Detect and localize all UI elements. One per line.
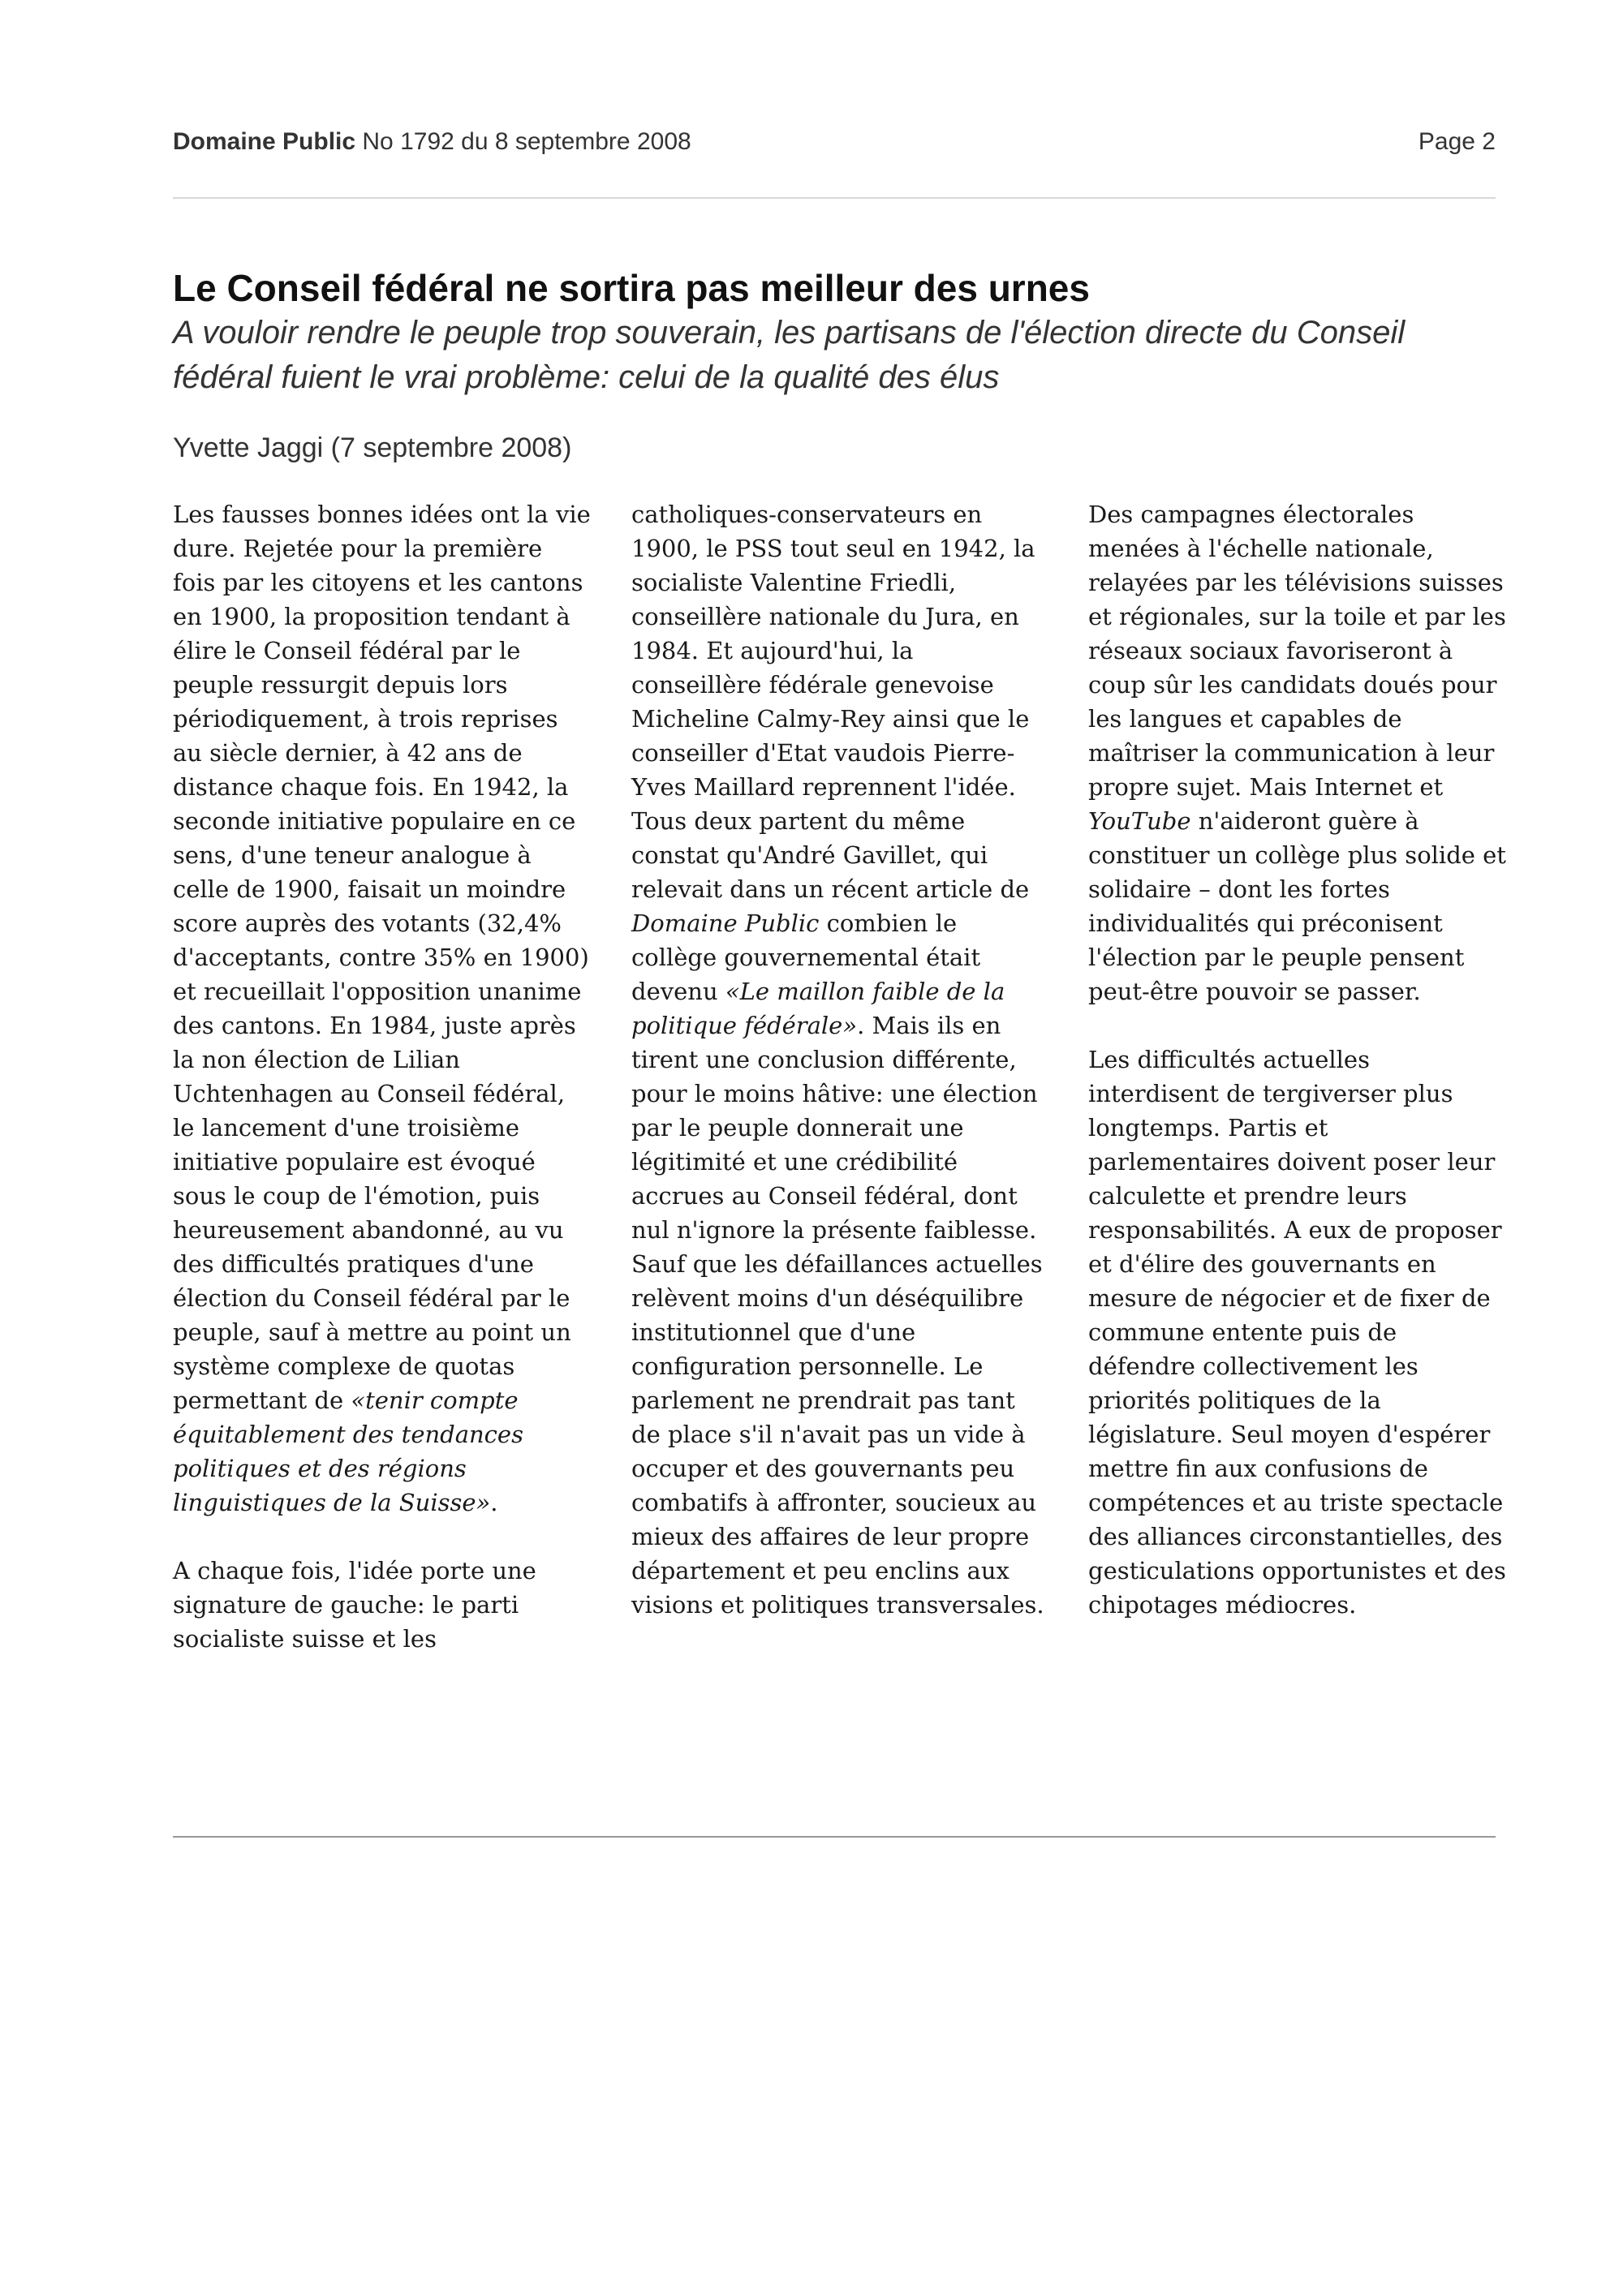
footer-divider bbox=[173, 1836, 1496, 1838]
paragraph-2-quote: «Le maillon faible de la politique fédérale» bbox=[631, 978, 1005, 1039]
article-subtitle: A vouloir rendre le peuple trop souverain, les partisans de l'élection directe du Conseil fédéral fuient le vrai problème: celui de la qualité des élus bbox=[173, 315, 1406, 395]
issue-info: No 1792 du 8 septembre 2008 bbox=[362, 128, 691, 155]
youtube-reference: YouTube bbox=[1088, 807, 1191, 835]
paragraph-1-end: . bbox=[490, 1489, 498, 1516]
page-header bbox=[173, 128, 1496, 156]
paragraph-3-end: n'aideront guère à constituer un collège plus solide et solidaire – dont les fortes individualités qui préconisent l'élection par le peuple pensent peut-être pouvoir se passer. bbox=[1088, 807, 1506, 1005]
article-byline: Yvette Jaggi (7 septembre 2008) bbox=[173, 432, 572, 463]
paragraph-3-text: Des campagnes électorales menées à l'échelle nationale, relayées par les télévisions suisses et régionales, sur la toile et par les réseaux sociaux favoriseront à coup sûr les candidats doués pour les langues et capables de maîtriser la communication à leur propre sujet. Mais Internet et bbox=[1088, 501, 1506, 801]
text-column-2 bbox=[631, 497, 1049, 1622]
paragraph-3 bbox=[1088, 497, 1506, 1008]
text-column-3 bbox=[1088, 497, 1506, 1622]
paragraph-1-quote: «tenir compte équitablement des tendances politiques et des régions linguistiques de la Suisse» bbox=[173, 1387, 523, 1516]
publication-reference: Domaine Public bbox=[631, 909, 820, 937]
paragraph-2-cont: catholiques-conservateurs en 1900, le PSS tout seul en 1942, la socialiste Valentine Friedli, conseillère nationale du Jura, en 1984. Et aujourd'hui, la conseillère fédérale genevoise Micheline Calmy-Rey ainsi que le conseiller d'Etat vaudois Pierre-Yves Maillard reprennent l'idée. Tous deux partent du même constat qu'André Gavillet, qui relevait dans un récent article de Domaine Public combien le collège gouvernemental était devenu «Le maillon faible de la politique fédérale». Mais ils en tirent une conclusion différente, pour le moins hâtive: une élection par le peuple donnerait une légitimité et une crédibilité accrues au Conseil fédéral, dont nul n'ignore la présente faiblesse. Sauf que les défaillances actuelles relèvent moins d'un déséquilibre institutionnel que d'une configuration personnelle. Le parlement ne prendrait pas tant de place s'il n'avait pas un vide à occuper et des gouvernants peu combatifs à affronter, soucieux au mieux des affaires de leur propre département et peu enclins aux visions et politiques transversales. bbox=[631, 501, 1044, 1619]
paragraph-1 bbox=[173, 497, 591, 1520]
paragraph-2-start: A chaque fois, l'idée porte une signature de gauche: le parti socialiste suisse et les bbox=[173, 1557, 536, 1653]
publication-name: Domaine Public bbox=[173, 128, 356, 155]
paragraph-1-text: Les fausses bonnes idées ont la vie dure. Rejetée pour la première fois par les citoyens et les cantons en 1900, la proposition tendant à élire le Conseil fédéral par le peuple ressurgit depuis lors périodiquement, à trois reprises au siècle dernier, à 42 ans de distance chaque fois. En 1942, la seconde initiative populaire en ce sens, d'une teneur analogue à celle de 1900, faisait un moindre score auprès des votants (32,4% d'acceptants, contre 35% en 1900) et recueillait l'opposition unanime des cantons. En 1984, juste après la non élection de Lilian Uchtenhagen au Conseil fédéral, le lancement d'une troisième initiative populaire est évoqué sous le coup de l'émotion, puis heureusement abandonné, au vu des difficultés pratiques d'une élection du Conseil fédéral par le peuple, sauf à mettre au point un système complexe de quotas permettant de bbox=[173, 501, 591, 1414]
paragraph-2-end: . Mais ils en tirent une conclusion différente, pour le moins hâtive: une élection par le peuple donnerait une légitimité et une crédibilité accrues au Conseil fédéral, dont nul n'ignore la présente faiblesse. Sauf que les défaillances actuelles relèvent moins d'un déséquilibre institutionnel que d'une configuration personnelle. Le parlement ne prendrait pas tant de place s'il n'avait pas un vide à occuper et des gouvernants peu combatifs à affronter, soucieux au mieux des affaires de leur propre département et peu enclins aux visions et politiques transversales. bbox=[631, 1012, 1044, 1619]
text-column-1 bbox=[173, 497, 591, 1656]
paragraph-4: Les difficultés actuelles interdisent de tergiverser plus longtemps. Partis et parlementaires doivent poser leur calculette et prendre leurs responsabilités. A eux de proposer et d'élire des gouvernants en mesure de négocier et de fixer de commune entente puis de défendre collectivement les priorités politiques de la législature. Seul moyen d'espérer mettre fin aux confusions de compétences et au triste spectacle des alliances circonstantielles, des gesticulations opportunistes et des chipotages médiocres. bbox=[1088, 1046, 1506, 1619]
article-title: Le Conseil fédéral ne sortira pas meilleur des urnes bbox=[173, 267, 1090, 309]
page-number: Page 2 bbox=[1418, 128, 1496, 155]
header-divider bbox=[173, 197, 1496, 199]
paragraph-2-mid: combien le collège gouvernemental était devenu bbox=[631, 909, 981, 1005]
